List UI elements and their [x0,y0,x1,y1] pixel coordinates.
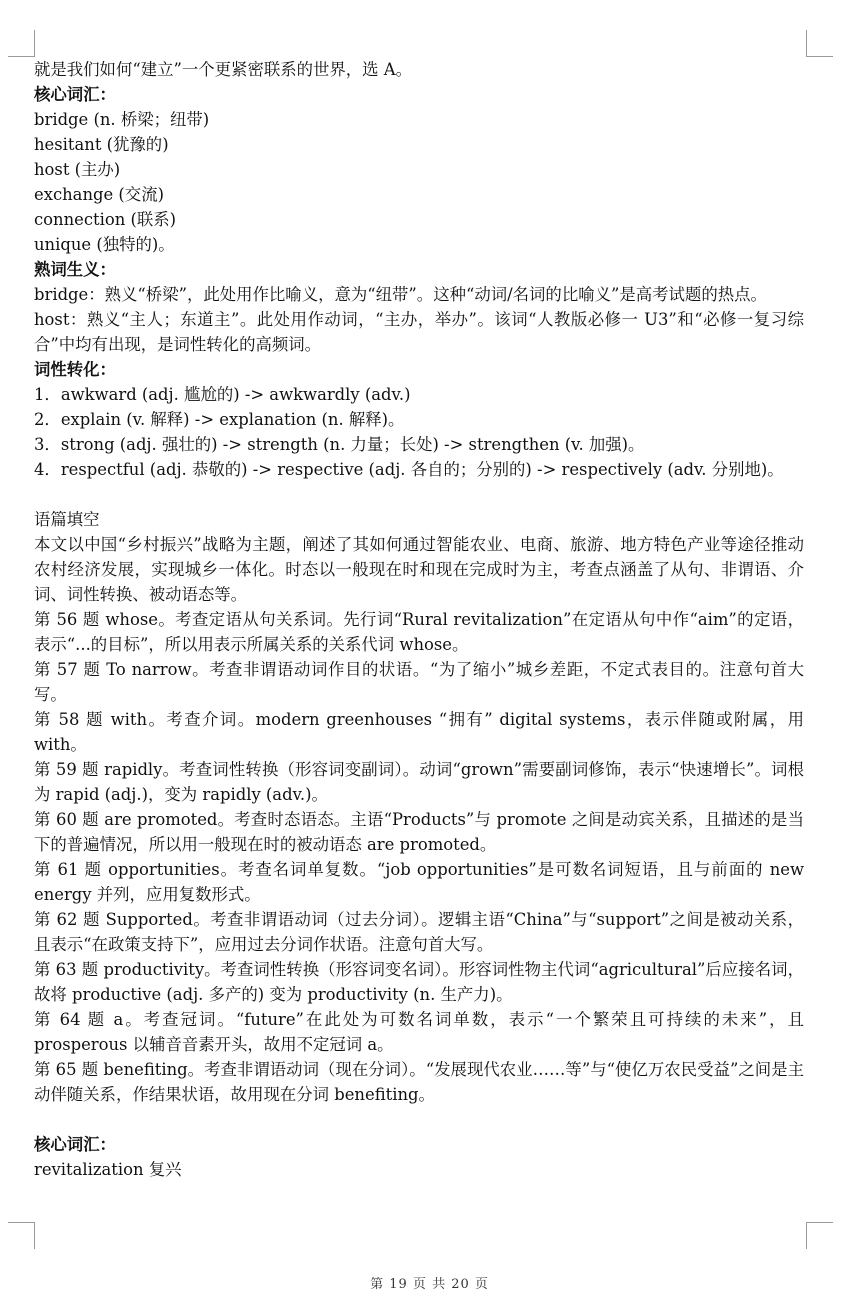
vocab-item: exchange (交流) [34,185,164,204]
conversion-item: 1．awkward (adj. 尴尬的) -> awkwardly (adv.) [34,385,411,404]
section-heading-polysemy: 熟词生义： [34,260,116,279]
answer-explanation: 第 60 题 are promoted。考查时态语态。主语“Products”与 promote 之间是动宾关系，且描述的是当下的普遍情况，所以用一般现在时的被动语态 are promoted。 [34,810,804,854]
section-heading-core-vocabulary: 核心词汇： [34,85,116,104]
answer-explanation: 第 57 题 To narrow。考查非谓语动词作目的状语。“为了缩小”城乡差距，不定式表目的。注意句首大写。 [34,660,804,704]
vocab-item: host (主办) [34,160,121,179]
crop-mark-top-right [806,30,833,57]
vocab-item: revitalization 复兴 [34,1160,182,1179]
polysemy-paragraph: bridge：熟义“桥梁”，此处用作比喻义，意为“纽带”。这种“动词/名词的比喻义”是高考试题的热点。 [34,285,767,304]
section-heading-word-conversion: 词性转化： [34,360,116,379]
answer-explanation: 第 61 题 opportunities。考查名词单复数。“job opportunities”是可数名词短语，且与前面的 new energy 并列，应用复数形式。 [34,860,804,904]
answer-explanation: 第 63 题 productivity。考查词性转换（形容词变名词）。形容词性物主代词“agricultural”后应接名词，故将 productive (adj. 多产的) 变为 productivity (n. 生产力)。 [34,960,804,1004]
page-number-footer: 第 19 页 共 20 页 [370,1277,489,1292]
vocab-item: bridge (n. 桥梁；纽带) [34,110,210,129]
crop-mark-top-left [8,30,35,57]
conversion-item: 2．explain (v. 解释) -> explanation (n. 解释)。 [34,410,405,429]
section-title-cloze: 语篇填空 [34,510,100,529]
answer-explanation: 第 58 题 with。考查介词。modern greenhouses “拥有” digital systems，表示伴随或附属，用 with。 [34,710,804,754]
answer-explanation: 第 64 题 a。考查冠词。“future”在此处为可数名词单数，表示“一个繁荣且可持续的未来”，且 prosperous 以辅音音素开头，故用不定冠词 a。 [34,1010,804,1054]
crop-mark-bottom-right [806,1222,833,1249]
answer-explanation: 第 65 题 benefiting。考查非谓语动词（现在分词）。“发展现代农业……等”与“使亿万农民受益”之间是主动伴随关系，作结果状语，故用现在分词 benefiting。 [34,1060,804,1104]
answer-explanation: 第 62 题 Supported。考查非谓语动词（过去分词）。逻辑主语“China”与“support”之间是被动关系，且表示“在政策支持下”，应用过去分词作状语。注意句首大写。 [34,910,804,954]
blank-line [34,482,804,507]
conversion-item: 3．strong (adj. 强壮的) -> strength (n. 力量；长处) -> strengthen (v. 加强)。 [34,435,645,454]
section-heading-core-vocabulary-2: 核心词汇： [34,1135,116,1154]
vocab-item: hesitant (犹豫的) [34,135,169,154]
intro-paragraph: 本文以中国“乡村振兴”战略为主题，阐述了其如何通过智能农业、电商、旅游、地方特色产业等途径推动农村经济发展，实现城乡一体化。时态以一般现在时和现在完成时为主，考查点涵盖了从句、非谓语、介词、词性转换、被动语态等。 [34,535,804,604]
text-line: 就是我们如何“建立”一个更紧密联系的世界，选 A。 [34,60,413,79]
conversion-item: 4．respectful (adj. 恭敬的) -> respective (adj. 各自的；分别的) -> respectively (adv. 分别地)。 [34,460,784,479]
document-body [34,57,804,1182]
blank-line [34,1107,804,1132]
answer-explanation: 第 59 题 rapidly。考查词性转换（形容词变副词）。动词“grown”需要副词修饰，表示“快速增长”。词根为 rapid (adj.)，变为 rapidly (adv.)。 [34,760,804,804]
polysemy-paragraph: host：熟义“主人；东道主”。此处用作动词，“主办，举办”。该词“人教版必修一 U3”和“必修一复习综合”中均有出现，是词性转化的高频词。 [34,310,804,354]
vocab-item: unique (独特的)。 [34,235,175,254]
crop-mark-bottom-left [8,1222,35,1249]
answer-explanation: 第 56 题 whose。考查定语从句关系词。先行词“Rural revitalization”在定语从句中作“aim”的定语，表示“...的目标”，所以用表示所属关系的关系代词 whose。 [34,610,804,654]
vocab-item: connection (联系) [34,210,177,229]
